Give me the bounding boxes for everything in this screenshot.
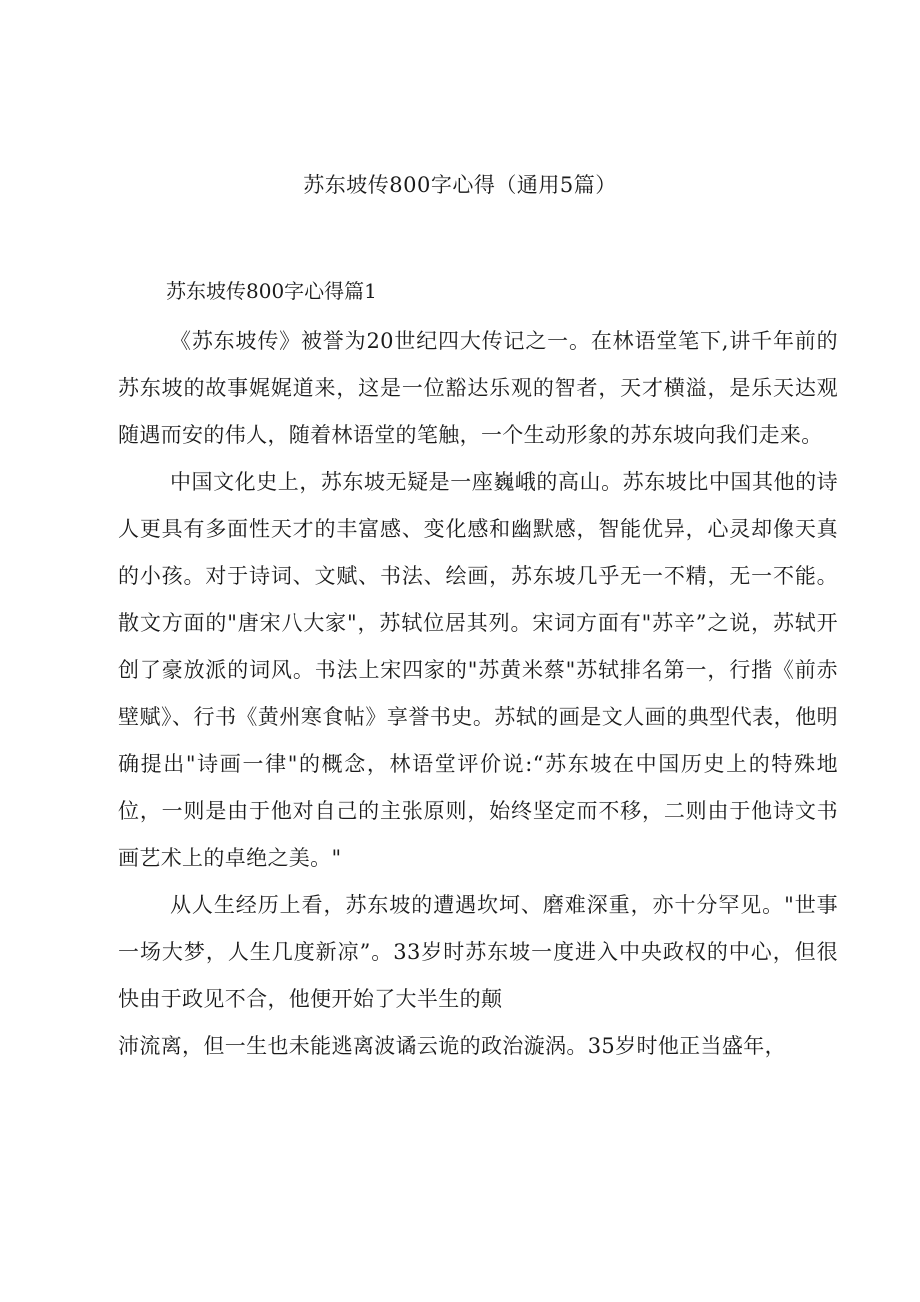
document-body xyxy=(118,318,838,1070)
paragraph-1: 《苏东坡传》被誉为20世纪四大传记之一。在林语堂笔下,讲千年前的苏东坡的故事娓娓道来，这是一位豁达乐观的智者，天才横溢，是乐天达观随遇而安的伟人，随着林语堂的笔触，一个生动形象的苏东坡向我们走来。 xyxy=(118,329,838,447)
section-heading: 苏东坡传800字心得篇1 xyxy=(166,279,377,303)
paragraph-3: 从人生经历上看，苏东坡的遭遇坎坷、磨难深重，亦十分罕见。"世事一场大梦，人生几度新凉”。33岁时苏东坡一度进入中央政权的中心，但很快由于政见不合，他便开始了大半生的颠 xyxy=(118,893,838,1011)
paragraph-2: 中国文化史上，苏东坡无疑是一座巍峨的高山。苏东坡比中国其他的诗人更具有多面性天才的丰富感、变化感和幽默感，智能优异，心灵却像天真的小孩。对于诗词、文赋、书法、绘画，苏东坡几乎无一不精，无一不能。散文方面的"唐宋八大家"，苏轼位居其列。宋词方面有"苏辛”之说，苏轼开创了豪放派的词风。书法上宋四家的"苏黄米蔡"苏轼排名第一，行揩《前赤壁赋》、行书《黄州寒食帖》享誉书史。苏轼的画是文人画的典型代表，他明确提出"诗画一律"的概念，林语堂评价说:“苏东坡在中国历史上的特殊地位，一则是由于他对自己的主张原则，始终坚定而不移，二则由于他诗文书画艺术上的卓绝之美。" xyxy=(118,470,838,870)
document-title: 苏东坡传800字心得（通用5篇） xyxy=(303,173,617,197)
paragraph-4: 沛流离，但一生也未能逃离波谲云诡的政治漩涡。35岁时他正当盛年， xyxy=(118,1034,786,1058)
